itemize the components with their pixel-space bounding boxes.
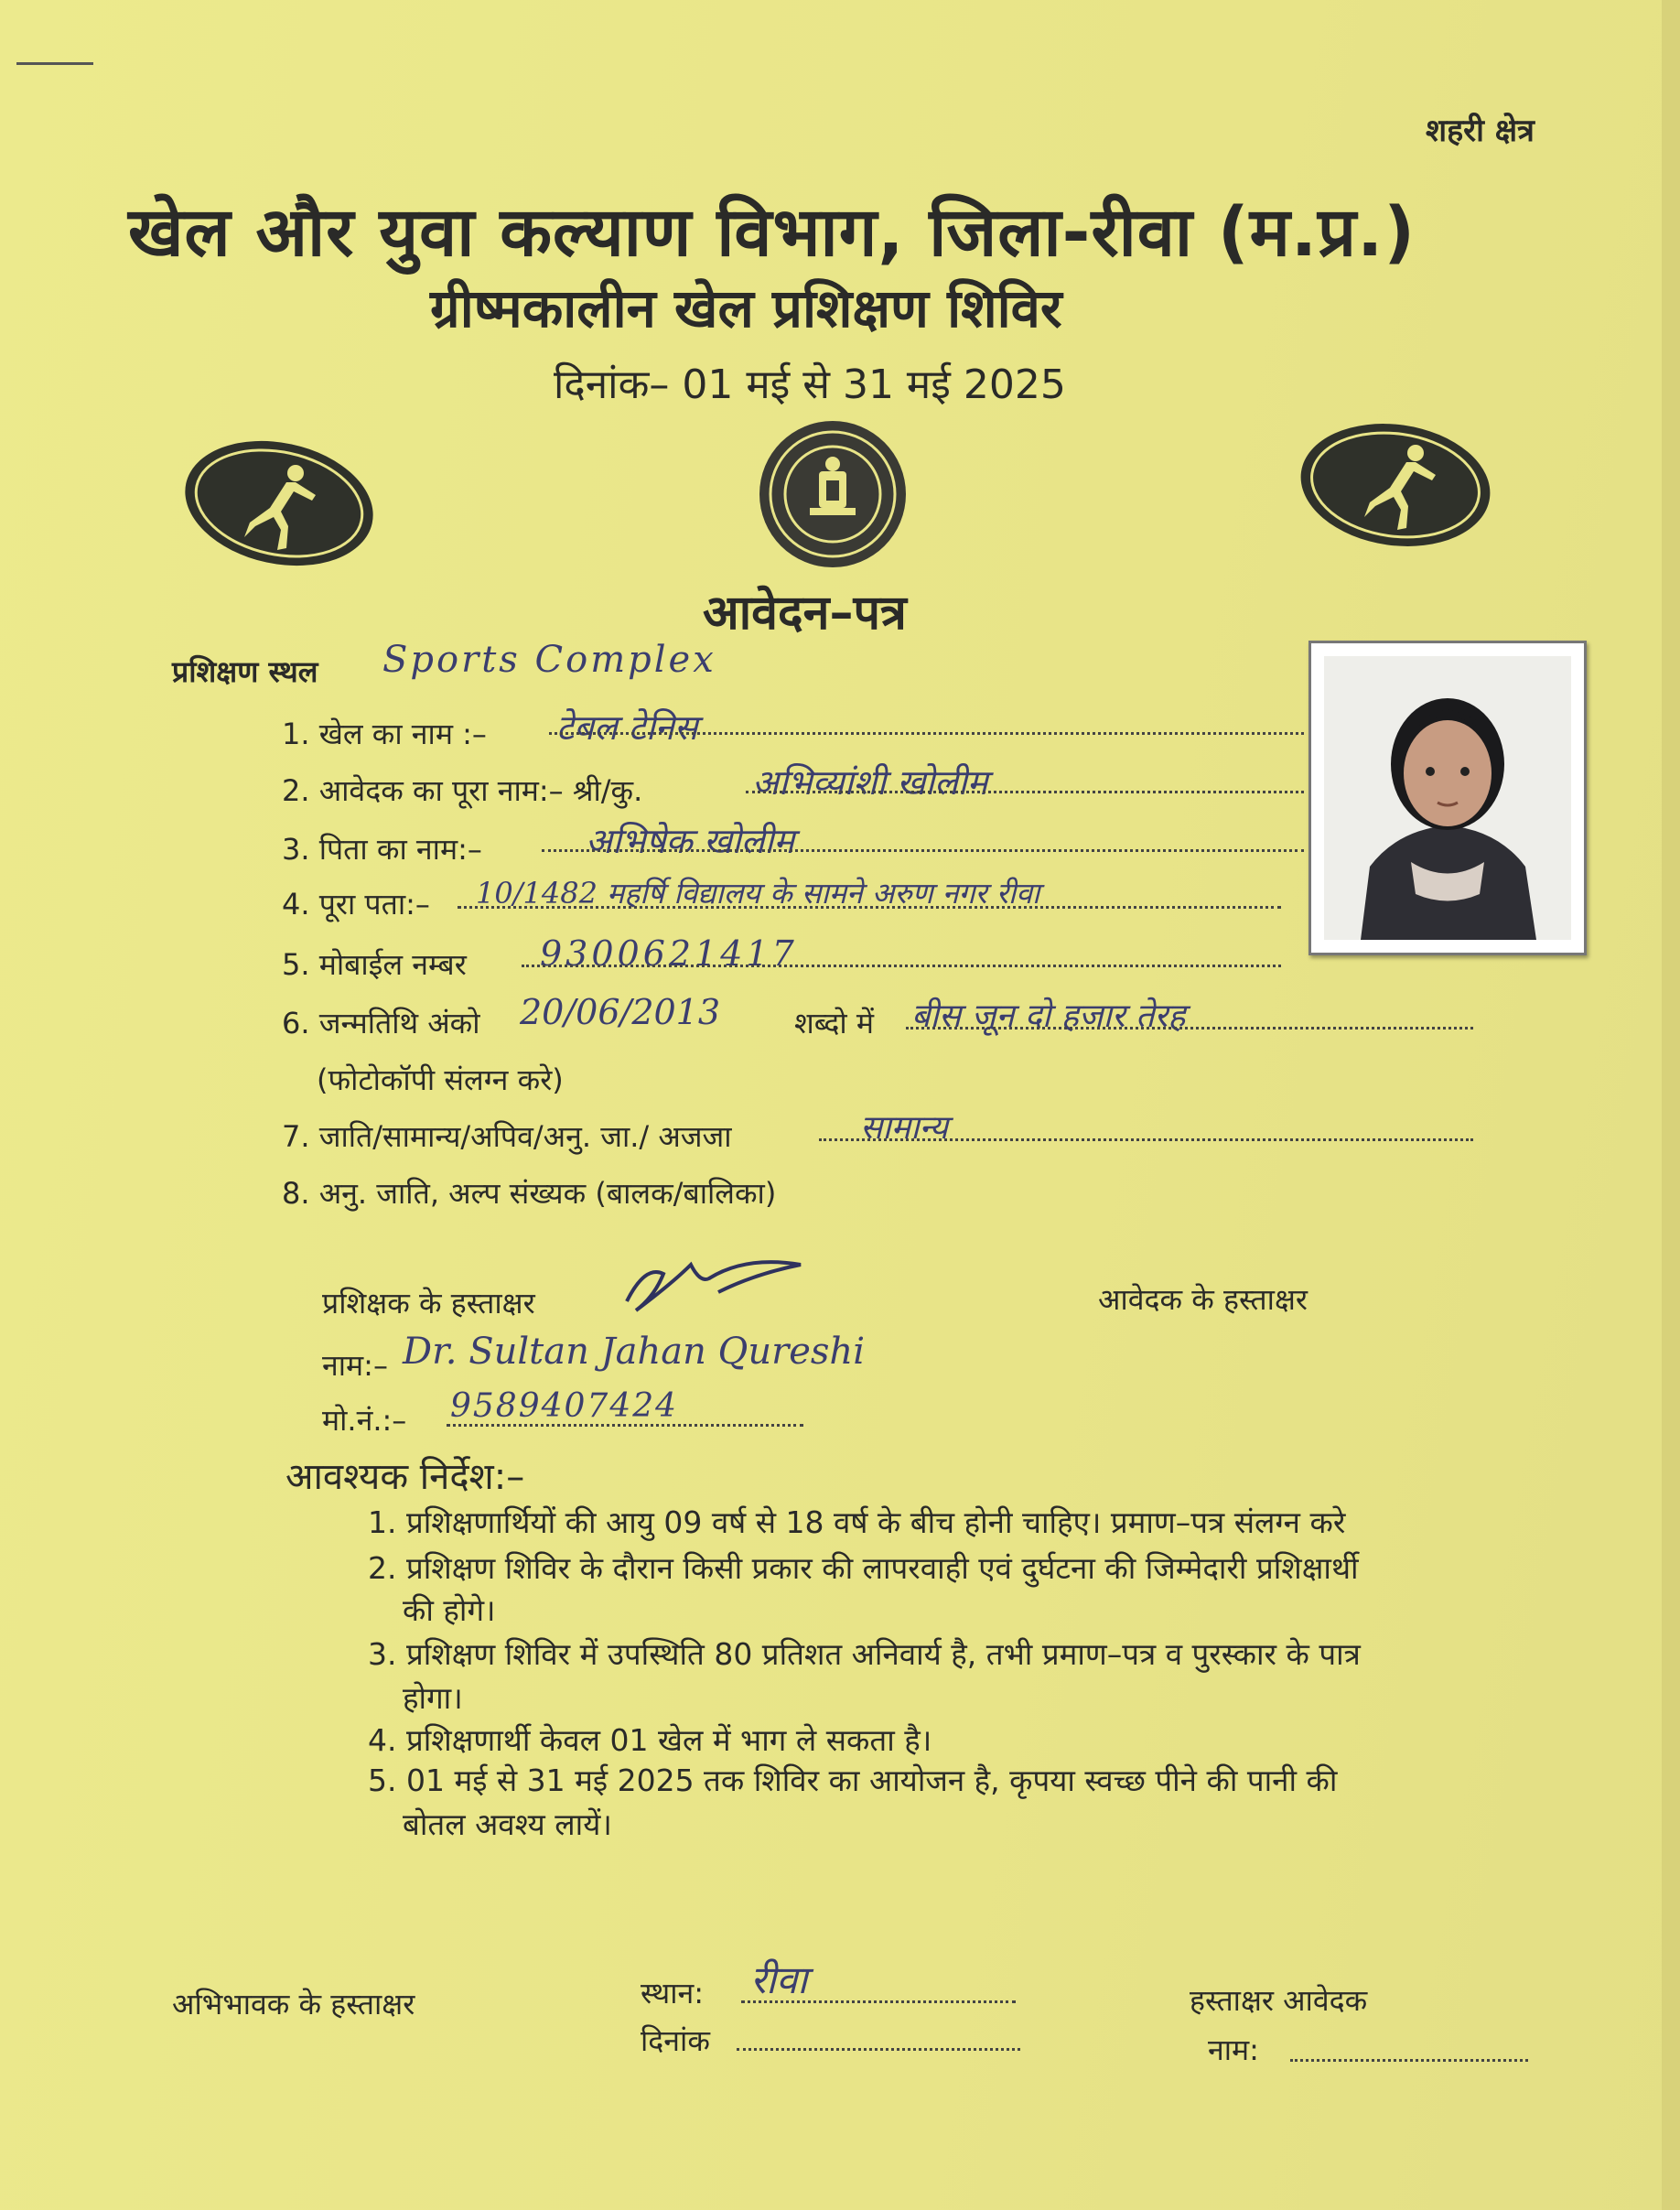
instruction-3-cont: होगा। xyxy=(403,1680,463,1716)
place-value: रीवा xyxy=(750,1957,808,2002)
field-mobile-label: 5. मोबाईल नम्बर xyxy=(282,947,467,982)
instruction-2: 2. प्रशिक्षण शिविर के दौरान किसी प्रकार की लापरवाही एवं दुर्घटना की जिम्मेदारी प्रशिक्षार्थी xyxy=(368,1550,1359,1586)
field-address-label: 4. पूरा पता:– xyxy=(282,887,430,922)
runner-logo-right xyxy=(1295,416,1496,554)
field-caste-value: सामान्य xyxy=(860,1109,949,1147)
runner-logo-left xyxy=(178,435,380,572)
field-address-line xyxy=(458,906,1281,909)
field-minority-label: 8. अनु. जाति, अल्प संख्यक (बालक/बालिका) xyxy=(282,1176,777,1211)
area-tag: शहरी क्षेत्र xyxy=(1426,113,1535,149)
field-mobile-value: 9300621417 xyxy=(540,933,798,974)
instructions-heading: आवश्यक निर्देश:– xyxy=(285,1456,525,1498)
trainer-mobile-label: मो.नं.:– xyxy=(322,1403,407,1438)
instruction-5-cont: बोतल अवश्य लायें। xyxy=(403,1806,612,1842)
date-label: दिनांक xyxy=(641,2023,710,2058)
field-father-name-line xyxy=(542,849,1304,852)
field-address-value: 10/1482 महर्षि विद्यालय के सामने अरुण नगर रीवा xyxy=(476,876,1040,911)
trainer-mobile-value: 9589407424 xyxy=(450,1387,679,1425)
trainer-name-label: नाम:– xyxy=(322,1348,388,1383)
field-father-name-label: 3. पिता का नाम:– xyxy=(282,832,482,867)
field-father-name-value: अभिषेक खोलीम xyxy=(586,821,795,861)
place-label: स्थान: xyxy=(641,1976,705,2011)
field-dob-value: 20/06/2013 xyxy=(520,992,721,1032)
applicant-name-footer-line xyxy=(1290,2059,1528,2062)
field-applicant-name-value: अभिव्यांशी खोलीम xyxy=(752,762,988,803)
field-dob-label: 6. जन्मतिथि अंको xyxy=(282,1006,480,1040)
field-caste-line xyxy=(819,1138,1473,1141)
field-dob-words-label: शब्दो में xyxy=(794,1006,875,1040)
field-sport-label: 1. खेल का नाम :– xyxy=(282,717,487,751)
venue-label: प्रशिक्षण स्थल xyxy=(172,654,318,689)
instruction-5: 5. 01 मई से 31 मई 2025 तक शिविर का आयोजन है, कृपया स्वच्छ पीने की पानी की xyxy=(368,1763,1338,1798)
paper-edge xyxy=(1662,0,1680,2210)
trainer-sign-label: प्रशिक्षक के हस्ताक्षर xyxy=(322,1286,535,1321)
instruction-3: 3. प्रशिक्षण शिविर में उपस्थिति 80 प्रतिशत अनिवार्य है, तभी प्रमाण–पत्र व पुरस्कार के पात्र xyxy=(368,1636,1361,1672)
government-emblem xyxy=(755,416,910,572)
instruction-1: 1. प्रशिक्षणार्थियों की आयु 09 वर्ष से 18 वर्ष के बीच होनी चाहिए। प्रमाण–पत्र संलग्न करे xyxy=(368,1504,1346,1540)
camp-dates: दिनांक– 01 मई से 31 मई 2025 xyxy=(554,361,1066,408)
trainer-name-value: Dr. Sultan Jahan Qureshi xyxy=(403,1331,865,1373)
field-applicant-name-label: 2. आवेदक का पूरा नाम:– श्री/कु. xyxy=(282,773,643,808)
guardian-sign-label: अभिभावक के हस्ताक्षर xyxy=(172,1987,415,2021)
department-title: खेल और युवा कल्याण विभाग, जिला-रीवा (म.प्र.) xyxy=(128,193,1416,272)
applicant-sign-footer-label: हस्ताक्षर आवेदक xyxy=(1190,1983,1368,2018)
instruction-2-cont: की होगे। xyxy=(403,1592,496,1628)
place-line xyxy=(741,2000,1016,2003)
field-applicant-name-line xyxy=(746,791,1304,793)
venue-value: Sports Complex xyxy=(382,639,716,681)
instruction-4: 4. प्रशिक्षणार्थी केवल 01 खेल में भाग ले सकता है। xyxy=(368,1722,932,1758)
field-sport-value: टेबल टेनिस xyxy=(556,707,698,748)
field-sport-line xyxy=(549,732,1304,735)
applicant-photo xyxy=(1308,641,1587,955)
applicant-name-footer-label: नाम: xyxy=(1208,2032,1259,2067)
field-dob-words-value: बीस जून दो हजार तेरह xyxy=(911,997,1186,1035)
form-title: आवेदन–पत्र xyxy=(703,586,907,641)
trainer-signature xyxy=(618,1246,810,1320)
applicant-sign-label: आवेदक के हस्ताक्षर xyxy=(1098,1282,1308,1317)
field-mobile-line xyxy=(522,965,1281,967)
pen-mark xyxy=(16,62,93,65)
date-line xyxy=(737,2048,1020,2051)
field-dob-words-line xyxy=(906,1027,1473,1030)
camp-subtitle: ग्रीष्मकालीन खेल प्रशिक्षण शिविर xyxy=(430,277,1062,340)
photocopy-note: (फोटोकॉपी संलग्न करे) xyxy=(317,1062,564,1097)
trainer-mobile-line xyxy=(447,1424,803,1427)
field-caste-label: 7. जाति/सामान्य/अपिव/अनु. जा./ अजजा xyxy=(282,1119,732,1154)
